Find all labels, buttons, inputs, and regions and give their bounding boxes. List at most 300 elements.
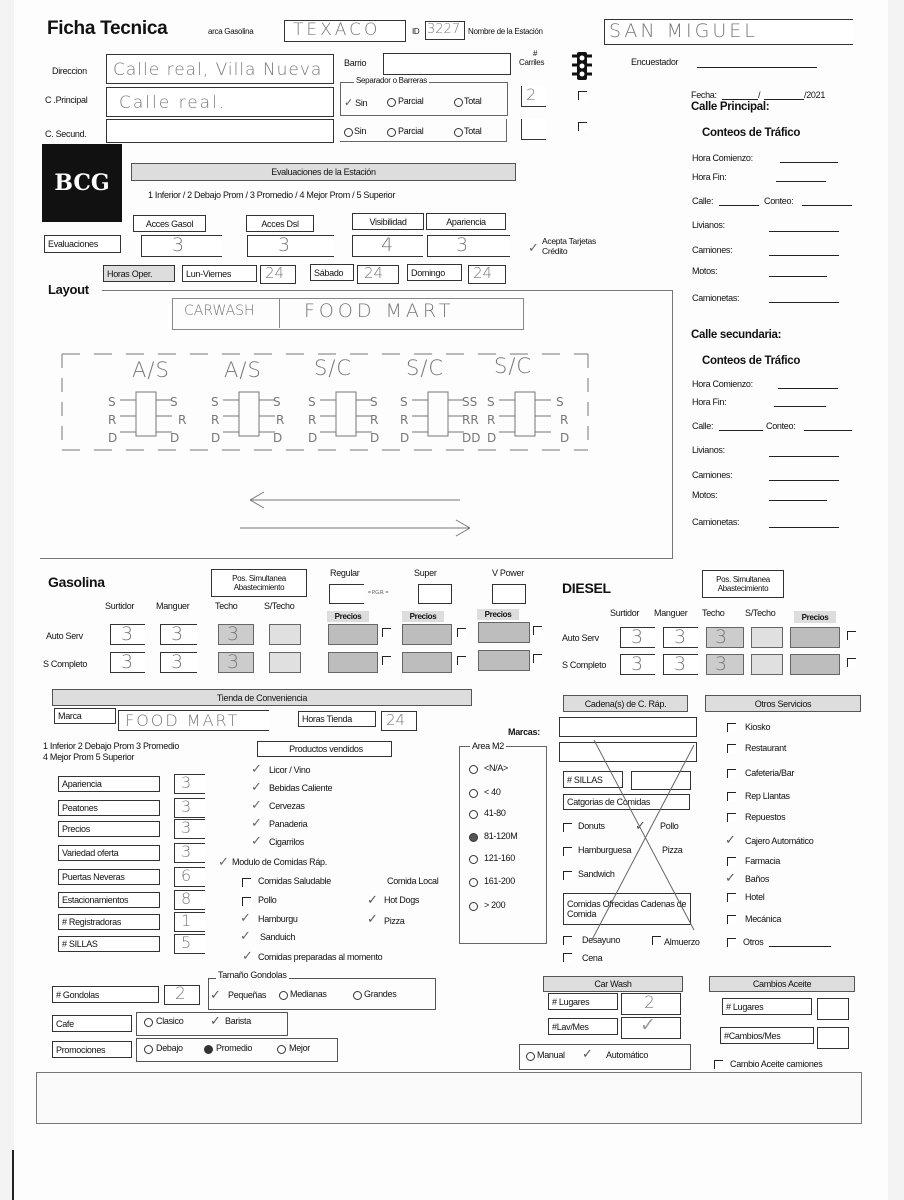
marca-value: TEXACO	[293, 20, 381, 40]
apariencia-header: Apariencia	[426, 213, 506, 230]
gas-completo-label: S Completo	[43, 659, 88, 669]
diesel-auto-techo[interactable]	[706, 627, 744, 648]
area-option-label: 41-80	[484, 808, 506, 818]
secund-label: C. Secund.	[45, 129, 87, 139]
secund-checkbox[interactable]	[578, 122, 587, 131]
sabado-field[interactable]	[357, 265, 399, 284]
otros-item-label: Kiosko	[745, 722, 771, 732]
camiones2-line[interactable]	[769, 480, 839, 481]
gas-col-stecho: S/Techo	[264, 601, 295, 611]
sandwich-cb[interactable]	[563, 871, 572, 880]
separador-total-radio[interactable]	[454, 98, 463, 107]
manual-label: Manual	[537, 1050, 565, 1060]
pizza-label: Pizza	[384, 916, 405, 926]
area-option-label: 161-200	[484, 876, 515, 886]
otros-line[interactable]	[769, 946, 831, 947]
tienda-row-field[interactable]	[174, 934, 205, 954]
carriles-value: 2	[526, 85, 540, 104]
sanduich-cb[interactable]: ✓	[240, 928, 251, 943]
domingo-field[interactable]	[468, 265, 506, 284]
tienda-row-field[interactable]	[174, 912, 205, 932]
pump-2-label: A/S	[224, 358, 262, 382]
tienda-row-label: # SILLAS	[58, 936, 160, 952]
evaluaciones-row-label: Evaluaciones	[44, 235, 121, 253]
producto-checkbox[interactable]: ✓	[251, 761, 262, 776]
gas-col-manguer: Manguer	[156, 601, 190, 611]
promociones-label: Promociones	[52, 1041, 132, 1058]
diesel-auto-manguer[interactable]	[663, 627, 698, 648]
hamburguesa-cb[interactable]	[563, 847, 572, 856]
eval-acces-dsl-field[interactable]	[247, 235, 334, 257]
hora-fin2-label: Hora Fin:	[692, 397, 727, 407]
svg-text:S: S	[170, 395, 178, 409]
hora-fin-label: Hora Fin:	[692, 172, 727, 182]
gas-auto-cb-2[interactable]	[457, 628, 466, 637]
eval-apariencia-value: 3	[456, 234, 472, 256]
calle-label: Calle:	[692, 196, 714, 206]
id-field[interactable]	[425, 21, 465, 40]
diesel-auto-precio[interactable]	[790, 627, 840, 648]
cadena-pollo-cb[interactable]: ✓	[635, 818, 646, 833]
eval-acces-gasol-field[interactable]	[141, 235, 222, 257]
area-option-label: 81-120M	[484, 831, 518, 841]
form-sheet	[14, 0, 888, 1200]
horas-tienda-label: Horas Tienda	[298, 711, 376, 727]
medianas-radio[interactable]	[279, 991, 288, 1000]
station-value: SAN MIGUEL	[609, 20, 758, 42]
automatico-label: Automático	[606, 1050, 649, 1060]
otros-item-checkbox[interactable]	[727, 813, 736, 822]
donuts-cb[interactable]	[563, 823, 572, 832]
separador-sin-option[interactable]: ✓ Sin	[344, 97, 368, 109]
comidas-ofrecidas-label: Comidas Ofrecidas Cadenas de Comida	[563, 893, 691, 925]
hora-comienzo2-label: Hora Comienzo:	[692, 379, 753, 389]
diesel-auto-cb[interactable]	[847, 631, 856, 640]
tienda-row-label: Variedad oferta	[58, 845, 160, 861]
barrio-label: Barrio	[344, 58, 367, 68]
diesel-comp-manguer[interactable]	[663, 654, 698, 675]
desayuno-cb[interactable]	[563, 936, 572, 945]
automatico-radio[interactable]: ✓	[582, 1046, 593, 1061]
carwash-lugares-label: # Lugares	[548, 993, 618, 1010]
motos2-line[interactable]	[769, 500, 827, 501]
mejor-radio[interactable]	[277, 1045, 286, 1054]
otros-item-label: Baños	[745, 874, 770, 884]
svg-text:DD: DD	[462, 431, 481, 445]
gas-auto-techo-value: 3	[227, 623, 243, 645]
gas-auto-stecho[interactable]	[269, 624, 301, 645]
hamburguesa-label: Hamburguesa	[578, 845, 632, 855]
diesel-comp-stecho[interactable]	[751, 654, 783, 675]
carriles-label: Carriles	[519, 58, 545, 67]
cambios-mes-field[interactable]	[817, 1027, 849, 1049]
calle2-line[interactable]	[719, 430, 763, 431]
comidas-saludable-label: Comidas Saludable	[258, 876, 331, 886]
svg-text:SS: SS	[462, 395, 478, 409]
gas-auto-serv-label: Auto Serv	[46, 631, 83, 641]
direccion-label: Direccion	[52, 66, 87, 76]
comidas-preparadas-cb[interactable]: ✓	[242, 948, 253, 963]
productos-header: Productos vendidos	[257, 741, 392, 757]
conteo-label: Conteo:	[764, 196, 794, 206]
tienda-row-field[interactable]	[174, 798, 205, 818]
carriles-field[interactable]	[521, 86, 546, 107]
id-value: 3227	[427, 22, 461, 37]
diesel-comp-techo[interactable]	[706, 654, 744, 675]
comidas-preparadas-label: Comidas preparadas al momento	[258, 952, 383, 962]
promedio-label: Promedio	[216, 1043, 253, 1053]
gas-auto-precio-2[interactable]	[402, 624, 452, 645]
diesel-col-manguer: Manguer	[654, 608, 688, 618]
hora-comienzo2-line[interactable]	[778, 388, 838, 389]
layout-label: Layout	[48, 282, 89, 297]
acepta-tarjetas-checkbox[interactable]: ✓	[528, 240, 539, 255]
gas-comp-precio-2[interactable]	[402, 652, 452, 673]
livianos-line[interactable]	[769, 231, 839, 232]
pizza-cb[interactable]: ✓	[367, 911, 378, 926]
svg-text:D: D	[400, 431, 410, 445]
evaluaciones-scale: 1 Inferior / 2 Debajo Prom / 3 Promedio / 4 Mejor Prom / 5 Superior	[148, 190, 396, 200]
gas-auto-cb-3[interactable]	[533, 626, 542, 635]
gondolas-value: 2	[175, 984, 189, 1004]
super-label: Super	[414, 568, 437, 578]
station-label: Nombre de la Estación	[468, 27, 543, 36]
area-radio[interactable]	[469, 789, 478, 798]
camionetas2-line[interactable]	[769, 527, 839, 528]
lun-viernes-field[interactable]	[260, 265, 296, 284]
secund-field[interactable]	[106, 119, 334, 143]
diesel-comp-cb[interactable]	[847, 658, 856, 667]
svg-text:S: S	[556, 395, 564, 409]
gas-comp-techo[interactable]	[218, 652, 254, 673]
diesel-auto-manguer-value: 3	[674, 626, 690, 648]
pump-3-label: S/C	[314, 356, 353, 380]
svg-text:R: R	[487, 413, 496, 427]
gas-precios-1: Precios	[327, 611, 369, 622]
otros-item-label: Cajero Automático	[745, 836, 814, 846]
sin-label: Sin	[355, 98, 368, 108]
svg-text:D: D	[560, 431, 570, 445]
otros-item-label: Repuestos	[745, 812, 786, 822]
gondolas-field[interactable]	[164, 985, 200, 1005]
parcial-label: Parcial	[398, 96, 424, 106]
diesel-col-stecho: S/Techo	[745, 608, 776, 618]
tienda-header: Tienda de Conveniencia	[52, 689, 472, 706]
producto-checkbox[interactable]: ✓	[251, 779, 262, 794]
manual-radio[interactable]	[526, 1052, 535, 1061]
cambios-mes-label: #Cambios/Mes	[720, 1027, 814, 1044]
separador2-sin-radio[interactable]	[344, 128, 353, 137]
tamano-label: Tamaño Gondolas	[218, 970, 287, 980]
carriles-hash: #	[533, 49, 538, 58]
gas-auto-precio-3[interactable]	[478, 622, 530, 643]
carwash-lugares-field[interactable]	[621, 993, 681, 1015]
area-group	[459, 746, 547, 944]
regular-field[interactable]	[329, 584, 364, 604]
gas-pos-sim: Pos. Simultanea Abastecimiento	[211, 569, 307, 597]
diesel-auto-stecho[interactable]	[751, 627, 783, 648]
comida-local-label: Comida Local	[387, 876, 439, 886]
separador2-parcial-radio[interactable]	[387, 128, 396, 137]
otros-item-checkbox[interactable]	[727, 792, 736, 801]
pollo-cb[interactable]	[242, 897, 251, 906]
conteo-line[interactable]	[802, 205, 852, 206]
cena-label: Cena	[582, 953, 603, 963]
otros-item-checkbox[interactable]: ✓	[725, 832, 736, 847]
camionetas-line[interactable]	[769, 302, 839, 303]
barista-radio[interactable]: ✓	[210, 1013, 221, 1028]
producto-label: Licor / Vino	[269, 765, 311, 775]
fecha-month-line[interactable]	[764, 99, 804, 100]
diesel-auto-surtidor-value: 3	[631, 626, 647, 648]
tienda-row-label: Precios	[58, 821, 160, 837]
conteos2-heading: Conteos de Tráfico	[702, 355, 801, 367]
livianos2-label: Livianos:	[692, 445, 725, 455]
diesel-auto-surtidor[interactable]	[620, 627, 655, 648]
producto-label: Bebidas Caliente	[269, 783, 333, 793]
lun-viernes-value: 24	[265, 264, 285, 282]
diesel-comp-techo-value: 3	[715, 653, 731, 675]
otros-item-checkbox[interactable]	[727, 723, 736, 732]
motos-line[interactable]	[769, 276, 827, 277]
gas-comp-cb-3[interactable]	[533, 654, 542, 663]
cafe-label: Cafe	[52, 1015, 132, 1032]
gas-comp-stecho[interactable]	[269, 652, 301, 673]
gas-comp-surtidor[interactable]	[110, 652, 145, 673]
horas-oper-label: Horas Oper.	[103, 265, 175, 282]
aceite-lugares-field[interactable]	[817, 998, 849, 1020]
producto-checkbox[interactable]: ✓	[251, 833, 262, 848]
diesel-auto-serv-label: Auto Serv	[562, 633, 599, 643]
separador-parcial-radio[interactable]	[387, 98, 396, 107]
layout-carwash: CARWASH	[184, 303, 255, 319]
principal-checkbox[interactable]	[578, 91, 587, 100]
traffic-light-icon	[571, 51, 593, 86]
camiones2-label: Camiones:	[692, 470, 733, 480]
gas-auto-precio-1[interactable]	[328, 624, 378, 645]
modulo-label: Modulo de Comidas Ráp.	[232, 857, 327, 867]
clasico-label: Clasico	[156, 1016, 184, 1026]
tienda-row-field[interactable]	[174, 890, 205, 910]
grandes-radio[interactable]	[353, 991, 362, 1000]
fecha-slash: /	[758, 90, 761, 100]
pequenas-label: Pequeñas	[228, 990, 267, 1000]
otros-label: Otros	[743, 937, 764, 947]
svg-text:R: R	[400, 413, 409, 427]
camionetas-label: Camionetas:	[692, 293, 740, 303]
tienda-row-field[interactable]	[174, 819, 205, 839]
lav-mes-check: ✓	[640, 1014, 659, 1036]
encuestador-label: Encuestador	[631, 57, 679, 67]
tienda-row-label: Puertas Neveras	[58, 869, 160, 885]
station-field[interactable]	[604, 19, 853, 45]
otros-item-label: Hotel	[745, 892, 765, 902]
carriles2-field[interactable]	[521, 119, 546, 140]
svg-text:S: S	[211, 395, 219, 409]
livianos2-line[interactable]	[769, 456, 839, 457]
gas-col-surtidor: Surtidor	[105, 601, 135, 611]
otros-item-checkbox[interactable]	[727, 857, 736, 866]
gas-comp-manguer[interactable]	[160, 652, 197, 673]
svg-text:D: D	[308, 431, 318, 445]
hora-fin-line[interactable]	[776, 181, 826, 182]
gas-auto-surtidor[interactable]	[110, 624, 145, 645]
direccion-value: Calle real, Villa Nueva	[113, 60, 323, 80]
calle-line[interactable]	[719, 205, 759, 206]
gas-auto-techo[interactable]	[218, 624, 254, 645]
area-option-label: <N/A>	[484, 763, 509, 773]
svg-text:D: D	[211, 431, 221, 445]
pequenas-radio[interactable]: ✓	[210, 987, 221, 1002]
hora-fin2-line[interactable]	[774, 406, 826, 407]
otros-item-checkbox[interactable]: ✓	[725, 870, 736, 885]
super-field[interactable]	[418, 584, 452, 604]
area-radio[interactable]	[469, 833, 478, 842]
cadena-cross-out	[584, 740, 704, 940]
producto-label: Cigarrilos	[269, 837, 305, 847]
area-radio[interactable]	[469, 878, 478, 887]
otros-item-label: Rep Llantas	[745, 791, 790, 801]
diesel-comp-surtidor-value: 3	[631, 653, 647, 675]
diesel-comp-surtidor[interactable]	[620, 654, 655, 675]
gas-comp-precio-1[interactable]	[328, 652, 378, 673]
sillas-label: # SILLAS	[563, 771, 623, 788]
cadena-header: Cadena(s) de C. Ráp.	[563, 695, 688, 712]
otros-header: Otros Servicios	[705, 695, 861, 712]
aceite-camiones-cb[interactable]	[714, 1060, 723, 1069]
otros-item-label: Farmacia	[745, 856, 781, 866]
acepta-tarjetas-label: Acepta Tarjetas Crédito	[542, 236, 596, 256]
otros-item-checkbox[interactable]	[727, 744, 736, 753]
layout-foodmart: FOOD MART	[304, 300, 455, 322]
eval-acces-dsl-value: 3	[278, 234, 294, 256]
diesel-completo-label: S Completo	[562, 660, 607, 670]
motos2-label: Motos:	[692, 490, 718, 500]
promedio-radio[interactable]	[204, 1045, 213, 1054]
notes-field[interactable]	[36, 1072, 862, 1124]
gas-auto-manguer-value: 3	[171, 623, 187, 645]
aceite-lugares-label: # Lugares	[722, 998, 812, 1015]
donuts-label: Donuts	[578, 821, 605, 831]
vpower-field[interactable]	[492, 584, 526, 604]
calle-principal-heading: Calle Principal:	[691, 101, 770, 113]
producto-label: Cervezas	[269, 801, 305, 811]
otros-cb[interactable]	[727, 938, 736, 947]
debajo-label: Debajo	[156, 1043, 183, 1053]
hot-dogs-cb[interactable]: ✓	[367, 892, 378, 907]
calle2-label: Calle:	[692, 421, 714, 431]
principal-field[interactable]	[106, 87, 334, 117]
horas-tienda-field[interactable]	[381, 711, 417, 731]
barrio-field[interactable]	[383, 53, 511, 75]
comidas-saludable-cb[interactable]	[242, 878, 251, 887]
eval-visibilidad-field[interactable]	[352, 235, 423, 257]
tienda-row-field[interactable]	[174, 774, 205, 794]
svg-text:R: R	[108, 413, 117, 427]
encuestador-line[interactable]	[697, 67, 817, 68]
svg-text:R: R	[178, 413, 187, 427]
tienda-row-field[interactable]	[174, 867, 205, 887]
tienda-row-value: 3	[181, 797, 192, 816]
hot-dogs-label: Hot Dogs	[384, 895, 420, 905]
svg-text:D: D	[273, 431, 283, 445]
eval-apariencia-field[interactable]	[427, 235, 510, 257]
tienda-row-label: # Registradoras	[58, 914, 160, 930]
svg-text:D: D	[487, 431, 497, 445]
marcas-field-1[interactable]	[559, 717, 697, 737]
diesel-comp-precio[interactable]	[790, 654, 840, 675]
domingo-label: Domingo	[407, 264, 462, 281]
camionetas2-label: Camionetas:	[692, 517, 740, 527]
tienda-row-value: 3	[181, 773, 192, 792]
evaluaciones-header: Evaluaciones de la Estación	[131, 163, 516, 181]
pollo-label: Pollo	[258, 895, 277, 905]
gas-comp-precio-3[interactable]	[478, 650, 530, 671]
barista-label: Barista	[225, 1016, 251, 1026]
debajo-radio[interactable]	[144, 1045, 153, 1054]
tienda-row-field[interactable]	[174, 843, 205, 863]
pgr-note: = P.G.R. =	[368, 590, 388, 596]
hamburgu-cb[interactable]: ✓	[240, 910, 251, 925]
gas-col-techo: Techo	[215, 601, 238, 611]
area-radio[interactable]	[469, 810, 478, 819]
sabado-label: Sábado	[310, 264, 354, 281]
direccion-field[interactable]	[106, 54, 334, 84]
diesel-precios: Precios	[794, 611, 836, 623]
marca-field[interactable]	[284, 20, 406, 42]
camiones-line[interactable]	[769, 255, 839, 256]
fecha-day-line[interactable]	[722, 99, 758, 100]
producto-checkbox[interactable]: ✓	[251, 815, 262, 830]
hora-comienzo-line[interactable]	[780, 162, 838, 163]
otros-item-checkbox[interactable]	[727, 915, 736, 924]
tienda-row-value: 5	[181, 933, 192, 952]
area-radio[interactable]	[469, 765, 478, 774]
clasico-radio[interactable]	[144, 1018, 153, 1027]
gas-auto-manguer[interactable]	[160, 624, 197, 645]
pump-4-label: S/C	[406, 356, 445, 380]
layout-area-top	[102, 290, 672, 291]
diesel-auto-techo-value: 3	[715, 626, 731, 648]
svg-text:S: S	[108, 395, 116, 409]
gas-comp-cb-2[interactable]	[457, 656, 466, 665]
gas-auto-cb-1[interactable]	[382, 628, 391, 637]
gas-comp-cb-1[interactable]	[382, 656, 391, 665]
modulo-checkbox[interactable]: ✓	[218, 854, 229, 869]
marca-label: arca Gasolina	[208, 27, 254, 36]
tienda-marca-label: Marca	[54, 708, 116, 724]
otros-item-checkbox[interactable]	[727, 769, 736, 778]
tienda-marca-field[interactable]	[118, 710, 269, 731]
cena-cb[interactable]	[563, 953, 572, 962]
medianas-label: Medianas	[290, 989, 327, 999]
lav-mes-field[interactable]	[621, 1014, 681, 1039]
tienda-row-label: Apariencia	[58, 776, 160, 792]
tienda-row-value: 3	[181, 842, 192, 861]
producto-checkbox[interactable]: ✓	[251, 797, 262, 812]
conteo2-line[interactable]	[804, 430, 852, 431]
gas-comp-surtidor-value: 3	[121, 651, 137, 673]
separador2-total-radio[interactable]	[454, 128, 463, 137]
tienda-row-value: 3	[181, 818, 192, 837]
gondolas-label: # Gondolas	[52, 986, 159, 1003]
area-radio[interactable]	[469, 855, 478, 864]
otros-item-checkbox[interactable]	[727, 893, 736, 902]
area-radio[interactable]	[469, 902, 478, 911]
svg-text:RR: RR	[462, 413, 479, 427]
acces-dsl-header: Acces Dsl	[246, 215, 314, 232]
svg-text:S: S	[273, 395, 281, 409]
